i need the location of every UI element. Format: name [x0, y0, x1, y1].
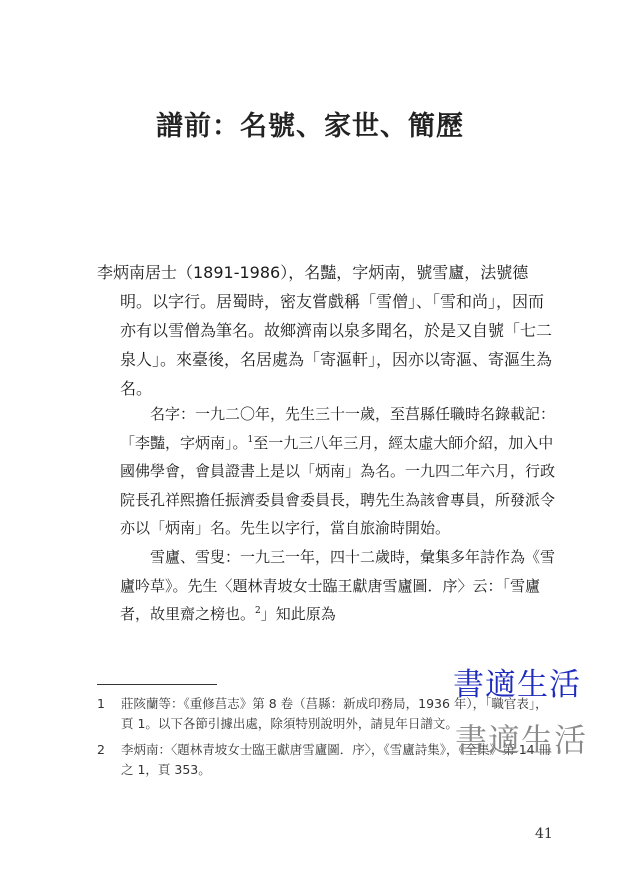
- intro-paragraph: [97, 258, 557, 403]
- watermark-secondary: 書適生活: [455, 721, 588, 759]
- chapter-title: 譜前：名號、家世、簡歷: [156, 111, 464, 142]
- paragraph-xuelu-text: 雪廬、雪叟：一九三一年，四十二歲時，彙集多年詩作為《雪廬吟草》。先生〈題林青坡女士臨王獻唐雪廬圖．序〉云：「雪廬者，故里齋之榜也。: [120, 547, 556, 624]
- paragraph-names-text-cont: 至一九三八年三月，經太虛大師介紹，加入中國佛學會，會員證書上是以「炳南」為名。一九四二年六月，行政院長孔祥熙擔任振濟委員會委員長，聘先生為該會專員，所發派令亦以「炳南」名。先生以字行，當自旅渝時開始。: [120, 433, 556, 538]
- footnote-text: 李炳南：〈題林青坡女士臨王獻唐雪廬圖．序〉，《雪廬詩集》，《全集》第 14 冊之 1，頁 353。: [121, 742, 552, 777]
- footnote-number: 1: [97, 696, 105, 711]
- watermark-primary: 書適生活: [453, 667, 581, 703]
- footnote-ref-2[interactable]: 2: [255, 606, 261, 617]
- paragraph-xuelu: [120, 543, 557, 629]
- footnote-number: 2: [97, 742, 105, 757]
- body-text: [120, 400, 557, 629]
- paragraph-names-text: 名字：一九二〇年，先生三十一歲，至莒縣任職時名錄載記：「李豔，字炳南」。: [120, 405, 556, 452]
- footnote-divider: [97, 684, 217, 685]
- paragraph-xuelu-text-cont: 」知此原為: [260, 605, 336, 624]
- page-number: 41: [535, 826, 553, 842]
- footnote-ref-1[interactable]: 1: [247, 434, 254, 445]
- footnote-text: 莊陔蘭等：《重修莒志》第 8 卷（莒縣：新成印務局，1936 年），「職官表」，頁 1。以下各節引據出處，除須特別說明外，請見年日譜文。: [121, 696, 548, 731]
- paragraph-names: [120, 400, 557, 543]
- intro-text: 李炳南居士（1891-1986），名豔，字炳南，號雪廬，法號德明。以字行。居蜀時，密友嘗戲稱「雪僧」、「雪和尚」，因而亦有以雪僧為筆名。故鄉濟南以泉多聞名，於是又自號「七二泉人」。來臺後，名居處為「寄漚軒」，因亦以寄漚、寄漚生為名。: [97, 263, 553, 398]
